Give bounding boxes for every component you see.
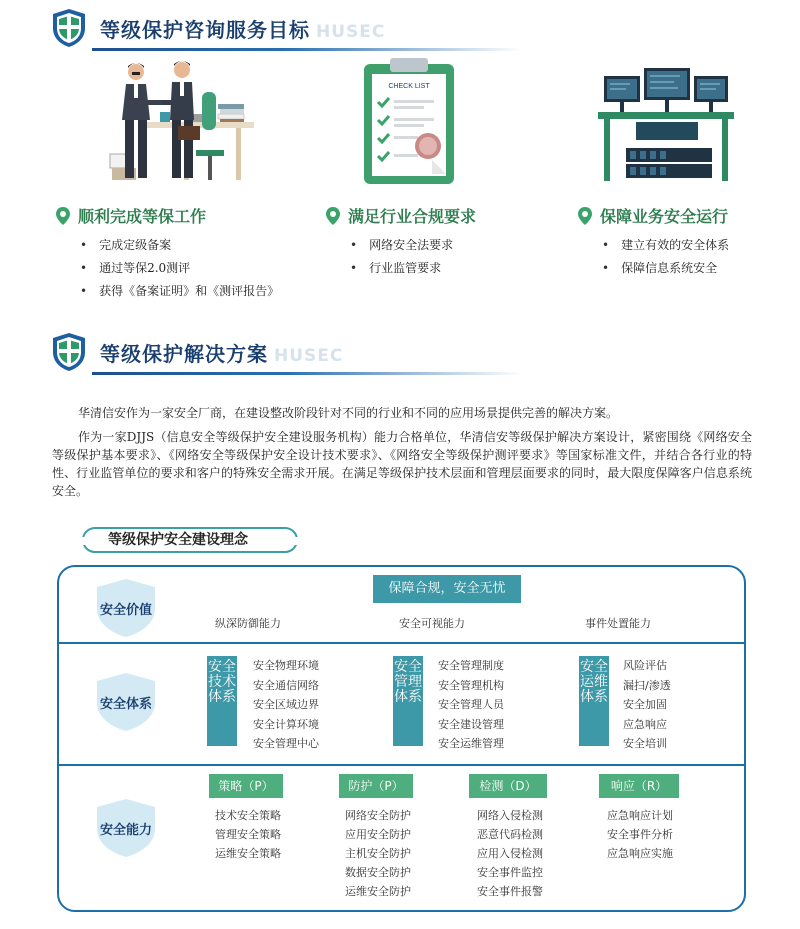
ability-row <box>59 764 744 912</box>
section-underline <box>92 48 522 51</box>
list-item: 主机安全防护 <box>345 847 411 860</box>
system-list-ops <box>623 656 671 754</box>
ability-tab-response: 响应（R） <box>599 774 679 798</box>
list-item: 安全培训 <box>623 737 667 750</box>
list-item: • 完成定级备案 <box>80 234 279 257</box>
checklist-label: CHECK LIST <box>388 83 430 90</box>
list-item: 网络安全防护 <box>345 809 411 822</box>
list-item: 安全物理环境 <box>253 659 319 672</box>
system-list-tech <box>253 656 319 754</box>
system-row <box>59 642 744 758</box>
list-item: 安全通信网络 <box>253 678 319 692</box>
shield-icon <box>52 8 86 48</box>
ability-list-policy <box>215 806 281 863</box>
goal-list-3 <box>602 234 729 280</box>
list-item: 运维安全防护 <box>345 885 411 898</box>
goal-list-1 <box>80 234 279 303</box>
concept-label: 等级保护安全建设理念 <box>82 527 298 553</box>
value-caption: 纵深防御能力 <box>215 617 281 630</box>
value-caption: 事件处置能力 <box>585 617 651 630</box>
section-header-goals <box>52 8 492 58</box>
system-tab-ops: 安全运维体系 <box>579 656 609 746</box>
location-pin-icon <box>578 207 592 225</box>
list-item: • 获得《备案证明》和《测评报告》 <box>80 280 279 303</box>
list-item: 应急响应 <box>623 717 667 731</box>
list-item: 漏扫/渗透 <box>623 678 671 692</box>
row-label-system: 安全体系 <box>85 671 167 733</box>
list-item: 安全管理人员 <box>438 698 504 711</box>
ability-tab-policy: 策略（P） <box>209 774 283 798</box>
list-item: 安全运维管理 <box>438 737 504 750</box>
location-pin-icon <box>56 207 70 225</box>
intro-paragraph-2: 作为一家DJJS（信息安全等级保护安全建设服务机构）能力合格单位，华清信安等级保护解决方案设计，紧密围绕《网络安全等级保护基本要求》、《网络安全等级保护安全设计技术要求》、《网络安全等级保护测评要求》等国家标准文件，并结合各行业的特性、行业监管单位的要求和客户的特殊安全需求开展。在满足等级保护技术层面和管理层面要求的同时，最大限度保障客户信息系统安全。 <box>52 430 752 498</box>
list-item: 风险评估 <box>623 659 667 672</box>
list-item: • 建立有效的安全体系 <box>602 234 729 257</box>
list-item: 安全区域边界 <box>253 698 319 711</box>
list-item: 安全管理制度 <box>438 659 504 672</box>
list-item: 技术安全策略 <box>215 809 281 822</box>
shield-icon <box>52 332 86 372</box>
section-title: 等级保护解决方案 HUSEC <box>100 342 344 366</box>
value-caption: 安全可视能力 <box>399 617 465 630</box>
security-concept-panel <box>57 565 746 912</box>
list-item: 安全管理中心 <box>253 737 319 750</box>
system-tab-mgmt: 安全管理体系 <box>393 656 423 746</box>
list-item: 安全管理机构 <box>438 678 504 692</box>
list-item: 安全事件分析 <box>607 828 673 841</box>
ability-list-response <box>607 806 673 863</box>
goal-title-2: 满足行业合规要求 <box>326 204 476 227</box>
list-item: • 通过等保2.0测评 <box>80 257 279 280</box>
handshake-illustration <box>86 56 266 186</box>
list-item: 安全计算环境 <box>253 717 319 731</box>
ability-list-protect <box>345 806 411 901</box>
goal-title-1: 顺利完成等保工作 <box>56 204 206 227</box>
list-item: 管理安全策略 <box>215 828 281 841</box>
system-list-mgmt <box>438 656 504 754</box>
ability-tab-detect: 检测（D） <box>469 774 547 798</box>
goal-title-3: 保障业务安全运行 <box>578 204 728 227</box>
list-item: • 保障信息系统安全 <box>602 257 729 280</box>
ability-tab-protect: 防护（P） <box>339 774 413 798</box>
value-banner: 保障合规，安全无忧 <box>373 575 521 603</box>
list-item: • 网络安全法要求 <box>350 234 453 257</box>
list-item: 应用安全防护 <box>345 828 411 841</box>
section-underline <box>92 372 522 375</box>
list-item: 安全加固 <box>623 698 667 711</box>
list-item: 运维安全策略 <box>215 847 281 860</box>
section-header-solution <box>52 332 492 382</box>
location-pin-icon <box>326 207 340 225</box>
checklist-illustration <box>362 56 458 186</box>
list-item: 恶意代码检测 <box>477 828 543 841</box>
list-item: 应急响应实施 <box>607 847 673 860</box>
list-item: 网络入侵检测 <box>477 809 543 822</box>
section-title: 等级保护咨询服务目标 HUSEC <box>100 18 386 42</box>
workstation-illustration <box>596 56 736 186</box>
intro-paragraph-1: 华清信安作为一家安全厂商，在建设整改阶段针对不同的行业和不同的应用场景提供完善的解决方案。 <box>78 406 619 420</box>
list-item: 安全建设管理 <box>438 717 504 731</box>
list-item: • 行业监管要求 <box>350 257 453 280</box>
system-tab-tech: 安全技术体系 <box>207 656 237 746</box>
ability-list-detect <box>477 806 543 901</box>
row-label-value: 安全价值 <box>85 577 167 639</box>
list-item: 应急响应计划 <box>607 809 673 822</box>
list-item: 安全事件监控 <box>477 866 543 879</box>
list-item: 数据安全防护 <box>345 866 411 879</box>
row-label-ability: 安全能力 <box>85 797 167 859</box>
list-item: 应用入侵检测 <box>477 847 543 860</box>
list-item: 安全事件报警 <box>477 885 543 898</box>
goal-list-2 <box>350 234 453 280</box>
